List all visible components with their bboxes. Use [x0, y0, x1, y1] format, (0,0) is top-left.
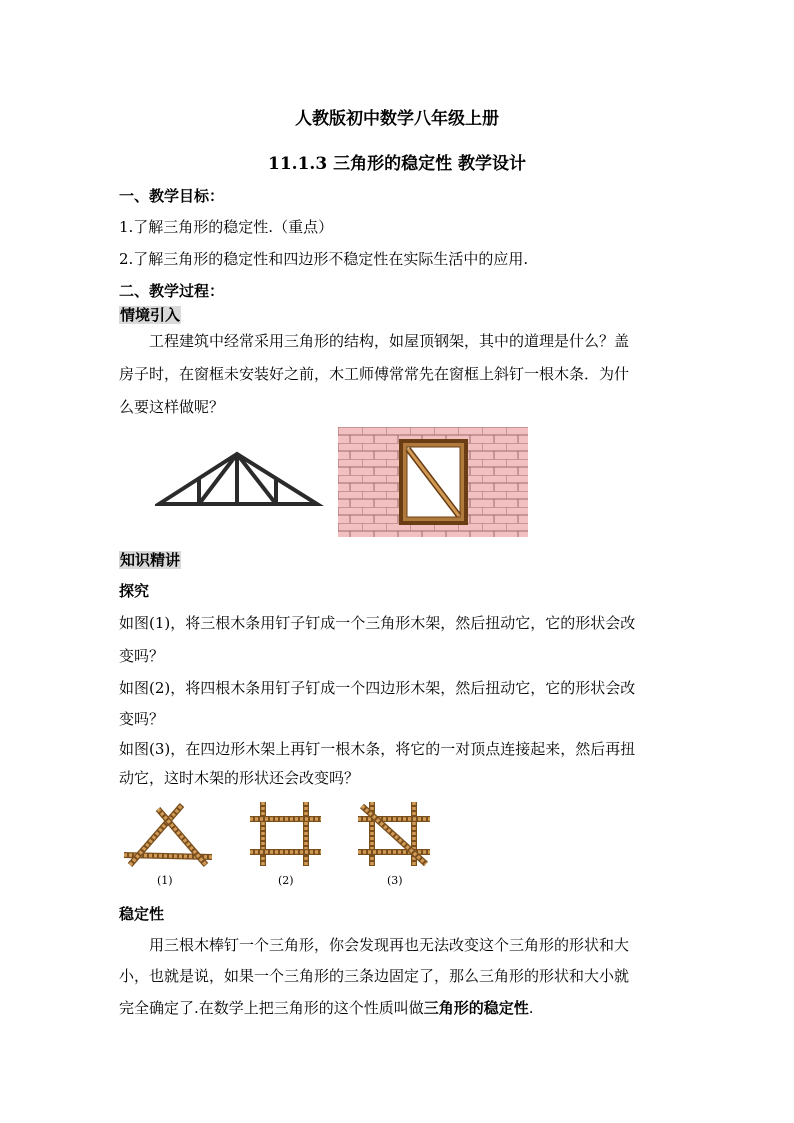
document-subtitle: 11.1.3 三角形的稳定性 教学设计 — [268, 154, 526, 174]
braced-frame-figure — [356, 800, 432, 868]
definition-suffix: . — [528, 999, 534, 1017]
figure-caption: (3) — [387, 874, 403, 887]
label-knowledge: 知识精讲 — [120, 551, 181, 569]
paragraph-line: 如图(3)，在四边形木架上再钉一根木条，将它的一对顶点连接起来，然后再扭 — [119, 740, 636, 758]
label-stability: 稳定性 — [119, 905, 165, 923]
paragraph-line: 用三根木棒钉一个三角形，你会发现再也无法改变这个三角形的形状和大 — [149, 936, 630, 954]
paragraph-line: 小，也就是说，如果一个三角形的三条边固定了，那么三角形的形状和大小就 — [119, 967, 630, 985]
section-heading-objectives: 一、教学目标： — [119, 187, 225, 205]
triangle-frame-figure — [122, 803, 214, 868]
paragraph-line: 工程建筑中经常采用三角形的结构，如屋顶钢架，其中的道理是什么？盖 — [149, 332, 630, 350]
paragraph-line: 如图(2)，将四根木条用钉子钉成一个四边形木架，然后扭动它，它的形状会改 — [119, 679, 636, 697]
definition-term: 三角形的稳定性 — [423, 999, 529, 1017]
paragraph-line: 动它，这时木架的形状还会改变吗？ — [119, 769, 360, 787]
paragraph-line: 变吗？ — [119, 710, 165, 728]
figure-caption: (1) — [157, 874, 173, 887]
paragraph-line-definition — [119, 997, 534, 1018]
figure-caption: (2) — [278, 874, 294, 887]
paragraph-line: 么要这样做呢？ — [119, 398, 225, 416]
paragraph-line: 变吗？ — [119, 647, 165, 665]
paragraph-line: 如图(1)，将三根木条用钉子钉成一个三角形木架，然后扭动它，它的形状会改 — [119, 614, 636, 632]
quadrilateral-frame-figure — [248, 800, 323, 868]
roof-truss-figure — [155, 448, 325, 510]
definition-prefix: 完全确定了.在数学上把三角形的这个性质叫做 — [119, 999, 424, 1017]
window-brace-figure — [338, 427, 528, 537]
paragraph-line: 房子时，在窗框未安装好之前，木工师傅常常先在窗框上斜钉一根木条．为什 — [119, 365, 630, 383]
section-heading-process: 二、教学过程： — [119, 282, 225, 300]
label-scenario: 情境引入 — [120, 306, 181, 324]
objective-item: 1.了解三角形的稳定性.（重点） — [119, 218, 334, 236]
label-explore: 探究 — [119, 582, 150, 600]
objective-item: 2.了解三角形的稳定性和四边形不稳定性在实际生活中的应用. — [119, 250, 529, 268]
document-title: 人教版初中数学八年级上册 — [295, 109, 499, 129]
